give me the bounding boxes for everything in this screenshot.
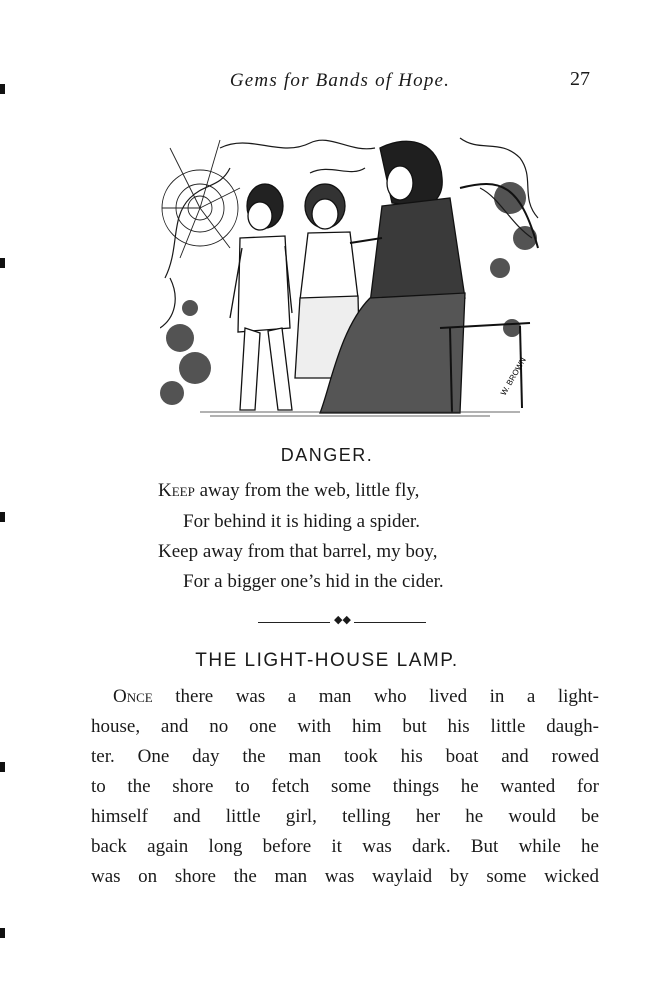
scan-edge-mark [0, 928, 5, 938]
page-number: 27 [570, 68, 590, 90]
section-divider [258, 614, 426, 627]
story-lead-word: Once [113, 686, 153, 707]
scan-edge-mark [0, 762, 5, 772]
story-title: THE LIGHT-HOUSE LAMP. [195, 650, 459, 671]
poem-line-text: For a bigger one’s hid in the cider. [183, 571, 444, 592]
engraving-svg [160, 128, 540, 418]
story-line [113, 682, 599, 712]
engraving-illustration [160, 128, 540, 418]
scan-edge-mark [0, 512, 5, 522]
scan-edge-mark [0, 84, 5, 94]
poem-lead-word: Keep [158, 480, 195, 501]
spider-web [162, 140, 240, 258]
divider-rule-left [258, 622, 330, 623]
story-line: himself and little girl, telling her he would be [91, 806, 599, 827]
artist-signature: W. BROWN [498, 355, 528, 397]
poem-title: DANGER. [280, 445, 374, 465]
story-line: ter. One day the man took his boat and rowed [91, 746, 599, 767]
story-line: back again long before it was dark. But while he [91, 836, 599, 857]
boy-figure [230, 184, 292, 410]
poem-line [158, 480, 419, 502]
poem-line [183, 571, 444, 593]
poem-line-text: away from the web, little fly, [194, 480, 420, 501]
running-head: Gems for Bands of Hope. [229, 70, 451, 91]
poem-line-text: For behind it is hiding a spider. [183, 511, 420, 532]
story-line: to the shore to fetch some things he wanted for [91, 776, 599, 797]
divider-rule-right [354, 622, 426, 623]
scan-edge-mark [0, 258, 5, 268]
poem-line-text: Keep away from that barrel, my boy, [158, 541, 438, 562]
poem-line [183, 511, 420, 533]
story-line: house, and no one with him but his little daugh- [91, 716, 599, 737]
story-line: was on shore the man was waylaid by some wicked [91, 866, 599, 887]
divider-ornament: ◆◆ [334, 614, 351, 626]
story-line-text: there was a man who lived in a light- [152, 686, 599, 707]
story-text [91, 682, 599, 892]
poem-line [158, 541, 437, 563]
